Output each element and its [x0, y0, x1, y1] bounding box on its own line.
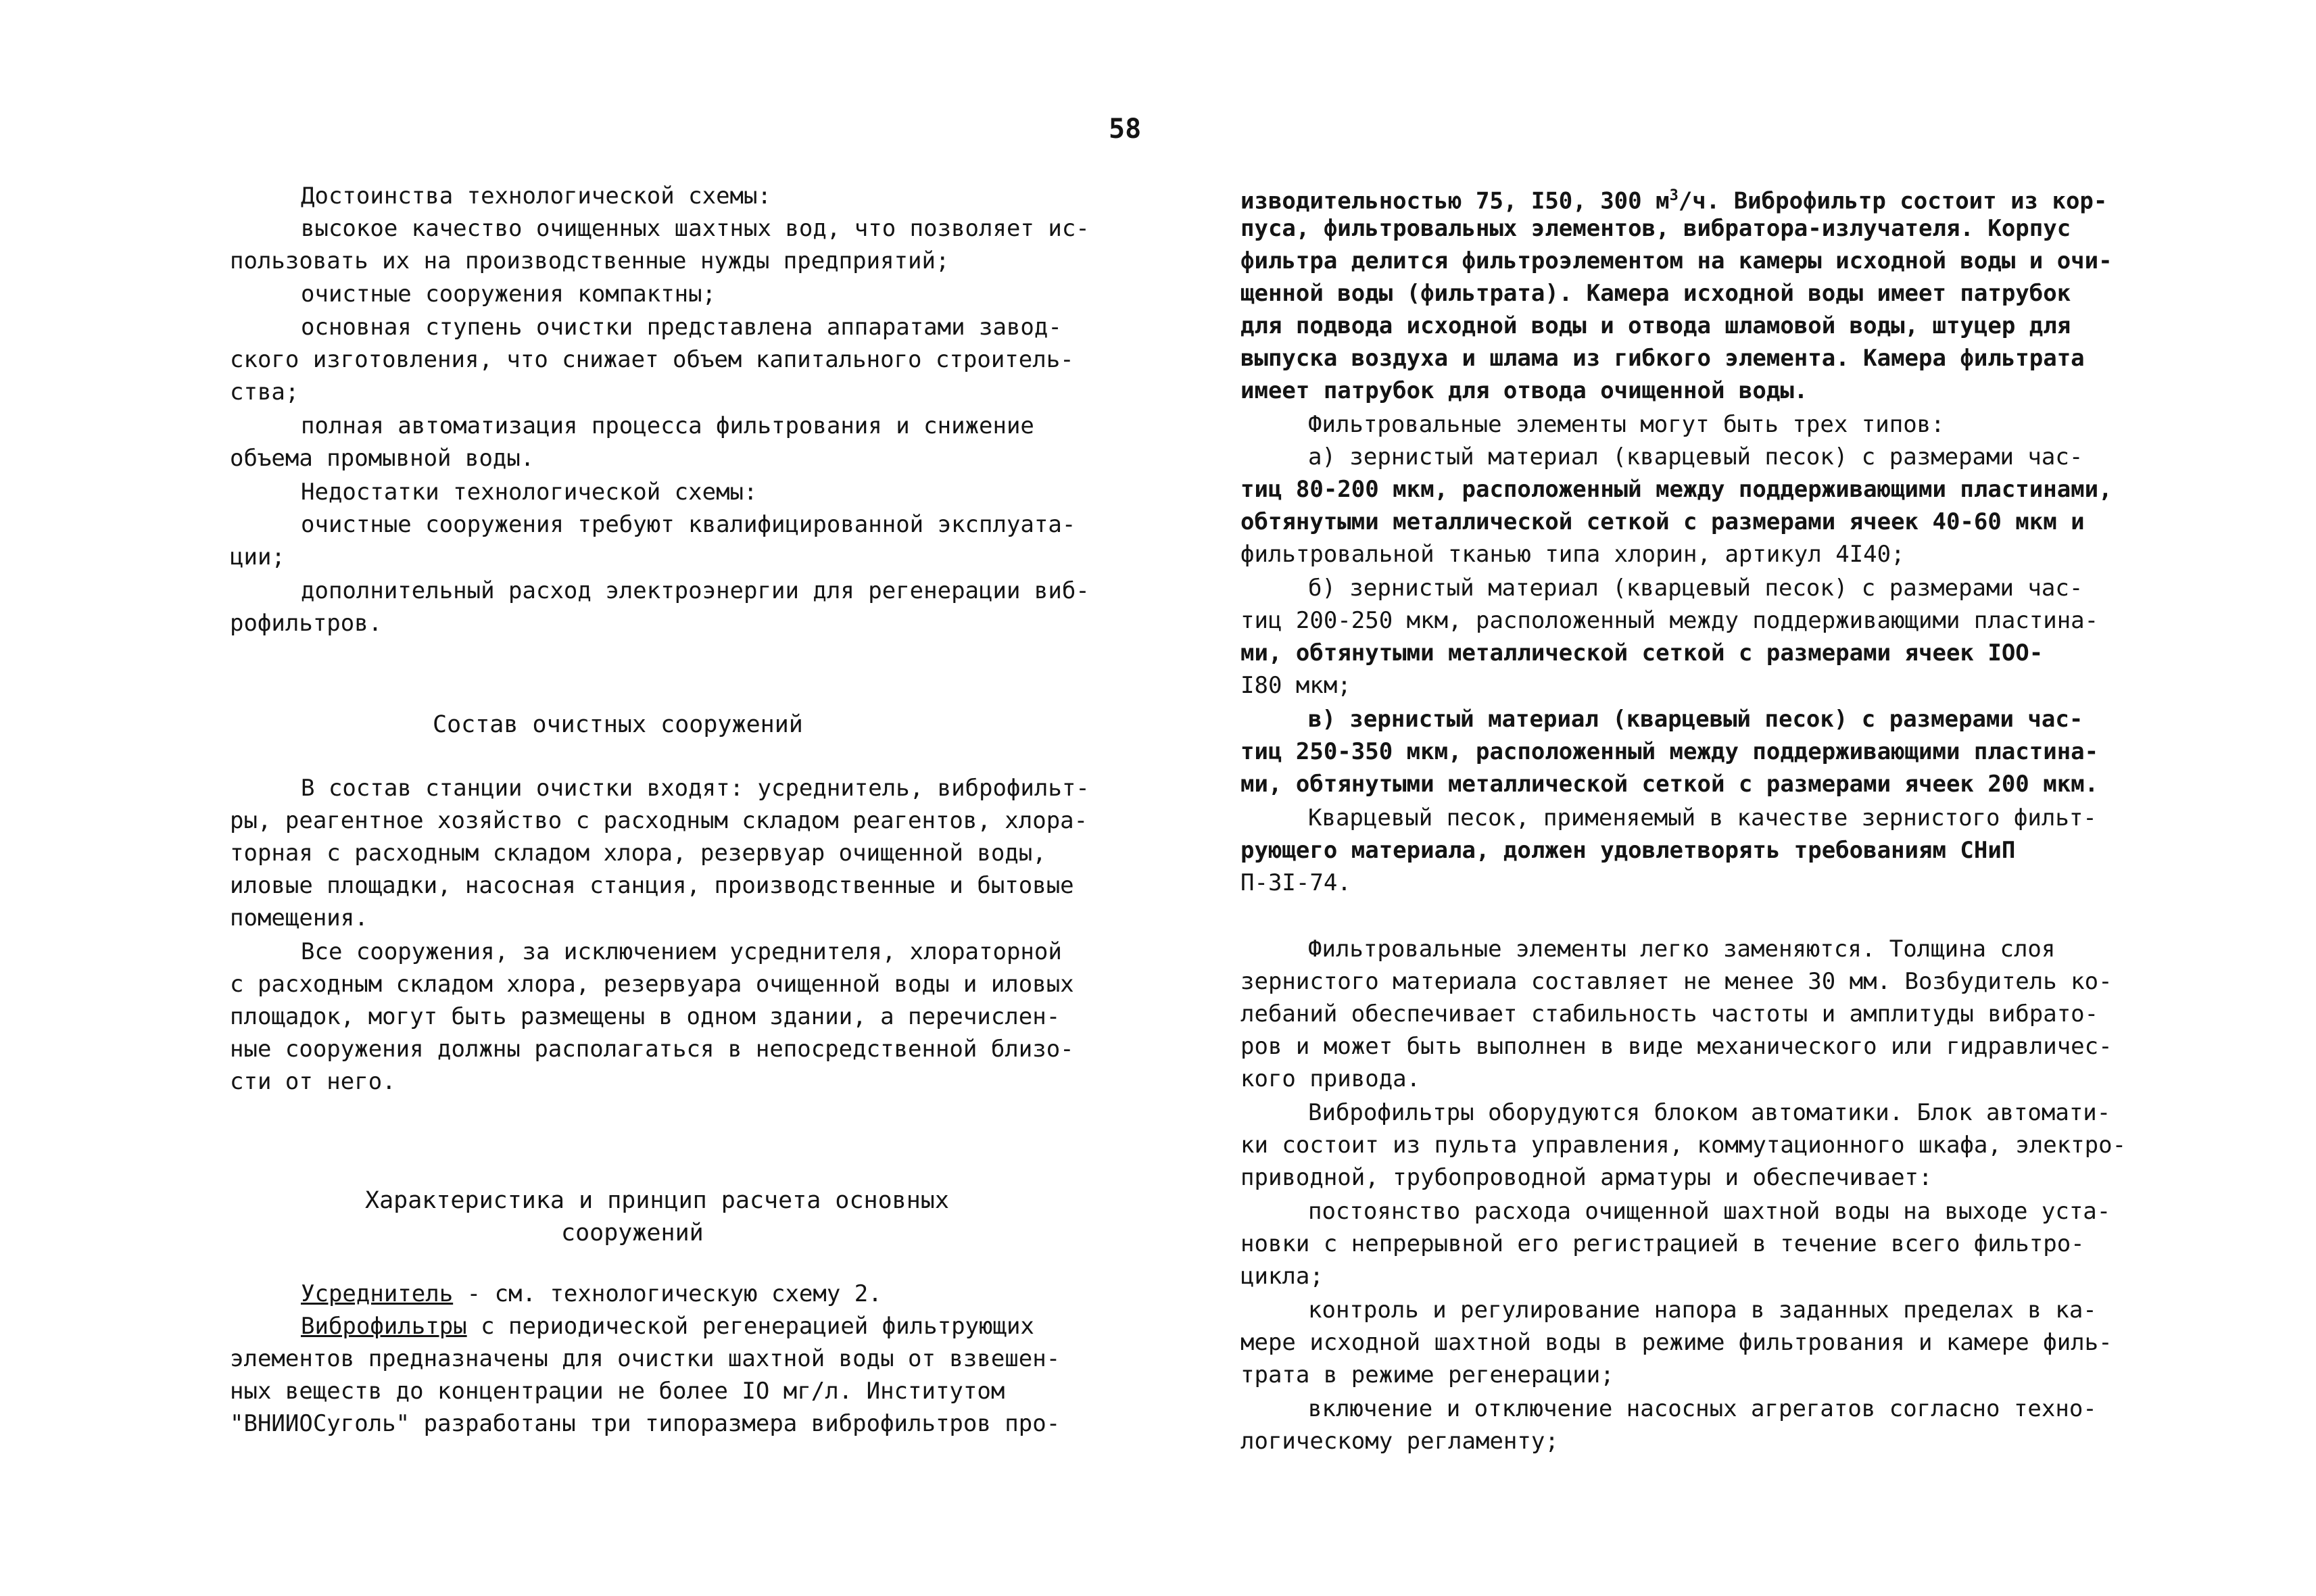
- text-line: очистные сооружения компактны;: [301, 281, 717, 308]
- text-line: с расходным складом хлора, резервуара очищенной воды и иловых: [230, 971, 1074, 998]
- text-line: кого привода.: [1240, 1065, 1421, 1092]
- text-line: ми, обтянутыми металлической сеткой с размерами ячеек IOO-: [1240, 639, 2044, 667]
- text-line: лебаний обеспечивает стабильность частоты и амплитуды вибрато-: [1240, 1000, 2099, 1027]
- text-line: новки с непрерывной его регистрацией в течение всего фильтро-: [1240, 1230, 2085, 1257]
- text-line: трата в режиме регенерации;: [1240, 1361, 1614, 1388]
- text-line: включение и отключение насосных агрегатов согласно техно-: [1308, 1395, 2097, 1422]
- text-line: полная автоматизация процесса фильтрования и снижение: [301, 412, 1034, 439]
- term-usrednitel: Усреднитель: [301, 1280, 454, 1307]
- text-line: тиц 250-350 мкм, расположенный между поддерживающими пластина-: [1240, 738, 2099, 765]
- text-line: ми, обтянутыми металлической сеткой с размерами ячеек 200 мкм.: [1240, 771, 2099, 798]
- text-line: В состав станции очистки входят: усреднитель, виброфильт-: [301, 775, 1090, 802]
- text-line: для подвода исходной воды и отвода шламовой воды, штуцер для: [1240, 312, 2071, 339]
- text-line: Фильтровальные элементы легко заменяются. Толщина слоя: [1308, 936, 2056, 963]
- text-line: фильтровальной тканью типа хлорин, артикул 4I40;: [1240, 541, 1905, 568]
- text-line: Достоинства технологической схемы:: [301, 183, 771, 210]
- text-line: Фильтровальные элементы могут быть трех типов:: [1308, 411, 1945, 438]
- text-line: выпуска воздуха и шлама из гибкого элемента. Камера фильтрата: [1240, 345, 2085, 372]
- text-line: Кварцевый песок, применяемый в качестве зернистого фильт-: [1308, 804, 2097, 831]
- text-line: ства;: [230, 379, 299, 406]
- text-line: цикла;: [1240, 1263, 1324, 1290]
- text-line: ки состоит из пульта управления, коммутационного шкафа, электро-: [1240, 1132, 2127, 1159]
- text-line: б) зернистый материал (кварцевый песок) с размерами час-: [1308, 575, 2083, 602]
- text-line: приводной, трубопроводной арматуры и обеспечивает:: [1240, 1164, 1933, 1191]
- text-line: логическому регламенту;: [1240, 1428, 1559, 1455]
- text-line: тиц 200-250 мкм, расположенный между поддерживающими пластина-: [1240, 607, 2099, 634]
- text-line: дополнительный расход электроэнергии для регенерации виб-: [301, 577, 1090, 604]
- text-span: с периодической регенерацией фильтрующих: [466, 1313, 1034, 1340]
- text-line: "ВНИИОСуголь" разработаны три типоразмера виброфильтров про-: [230, 1410, 1061, 1437]
- section-heading: сооружений: [561, 1219, 704, 1247]
- text-line: рофильтров.: [230, 610, 383, 637]
- text-line: рующего материала, должен удовлетворять требованиям СНиП: [1240, 837, 2016, 864]
- text-span: - см. технологическую схему 2.: [453, 1280, 882, 1307]
- text-line: тиц 80-200 мкм, расположенный между поддерживающими пластинами,: [1240, 476, 2113, 503]
- text-line: высокое качество очищенных шахтных вод, что позволяет ис-: [301, 215, 1090, 242]
- text-line: фильтра делится фильтроэлементом на камеры исходной воды и очи-: [1240, 247, 2113, 274]
- text-line-vibrofiltry: [301, 1313, 1034, 1340]
- text-line: площадок, могут быть размещены в одном здании, а перечислен-: [230, 1003, 1061, 1030]
- section-heading: Характеристика и принцип расчета основных: [365, 1187, 949, 1214]
- text-line: постоянство расхода очищенной шахтной воды на выходе уста-: [1308, 1198, 2111, 1225]
- text-span: изводительностью 75, I50, 300 м: [1240, 187, 1670, 215]
- text-line: щенной воды (фильтрата). Камера исходной воды имеет патрубок: [1240, 280, 2071, 307]
- text-line: ные сооружения должны располагаться в непосредственной близо-: [230, 1036, 1074, 1063]
- superscript: 3: [1669, 187, 1679, 204]
- text-line-first: [1240, 183, 2108, 215]
- text-line: Все сооружения, за исключением усреднителя, хлораторной: [301, 938, 1062, 965]
- text-line: очистные сооружения требуют квалифицированной эксплуата-: [301, 511, 1076, 538]
- text-line: ского изготовления, что снижает объем капитального строитель-: [230, 346, 1074, 373]
- text-line: основная ступень очистки представлена аппаратами завод-: [301, 314, 1062, 341]
- text-span: /ч. Виброфильтр состоит из кор-: [1678, 187, 2108, 215]
- page-number: 58: [1109, 114, 1142, 145]
- text-line: помещения.: [230, 904, 368, 932]
- text-line: зернистого материала составляет не менее 30 мм. Возбудитель ко-: [1240, 968, 2113, 995]
- text-line: торная с расходным складом хлора, резервуар очищенной воды,: [230, 840, 1046, 867]
- text-line: ных веществ до концентрации не более IO мг/л. Институтом: [230, 1378, 1005, 1405]
- text-line: пользовать их на производственные нужды предприятий;: [230, 247, 950, 274]
- text-line: обтянутыми металлической сеткой с размерами ячеек 40-60 мкм и: [1240, 508, 2085, 535]
- text-line: Виброфильтры оборудуются блоком автоматики. Блок автомати-: [1308, 1099, 2111, 1126]
- text-line: имеет патрубок для отвода очищенной воды.: [1240, 377, 1808, 404]
- text-line: П-3I-74.: [1240, 869, 1351, 896]
- term-vibrofiltry: Виброфильтры: [301, 1313, 467, 1340]
- text-line: мере исходной шахтной воды в режиме фильтрования и камере филь-: [1240, 1329, 2113, 1356]
- text-line: Недостатки технологической схемы:: [301, 479, 758, 506]
- section-heading: Состав очистных сооружений: [433, 711, 803, 738]
- text-line-usrednitel: [301, 1280, 882, 1307]
- text-line: I80 мкм;: [1240, 672, 1351, 699]
- text-line: контроль и регулирование напора в заданных пределах в ка-: [1308, 1297, 2097, 1324]
- text-line: в) зернистый материал (кварцевый песок) с размерами час-: [1308, 706, 2083, 733]
- text-line: ры, реагентное хозяйство с расходным складом реагентов, хлора-: [230, 807, 1088, 834]
- text-line: элементов предназначены для очистки шахтной воды от взвешен-: [230, 1345, 1061, 1372]
- text-line: иловые площадки, насосная станция, производственные и бытовые: [230, 872, 1074, 899]
- text-line: а) зернистый материал (кварцевый песок) с размерами час-: [1308, 443, 2083, 470]
- text-line: сти от него.: [230, 1068, 396, 1095]
- text-line: объема промывной воды.: [230, 445, 535, 472]
- text-line: ции;: [230, 543, 285, 571]
- text-line: ров и может быть выполнен в виде механического или гидравличес-: [1240, 1033, 2113, 1060]
- text-line: пуса, фильтровальных элементов, вибратора-излучателя. Корпус: [1240, 215, 2071, 242]
